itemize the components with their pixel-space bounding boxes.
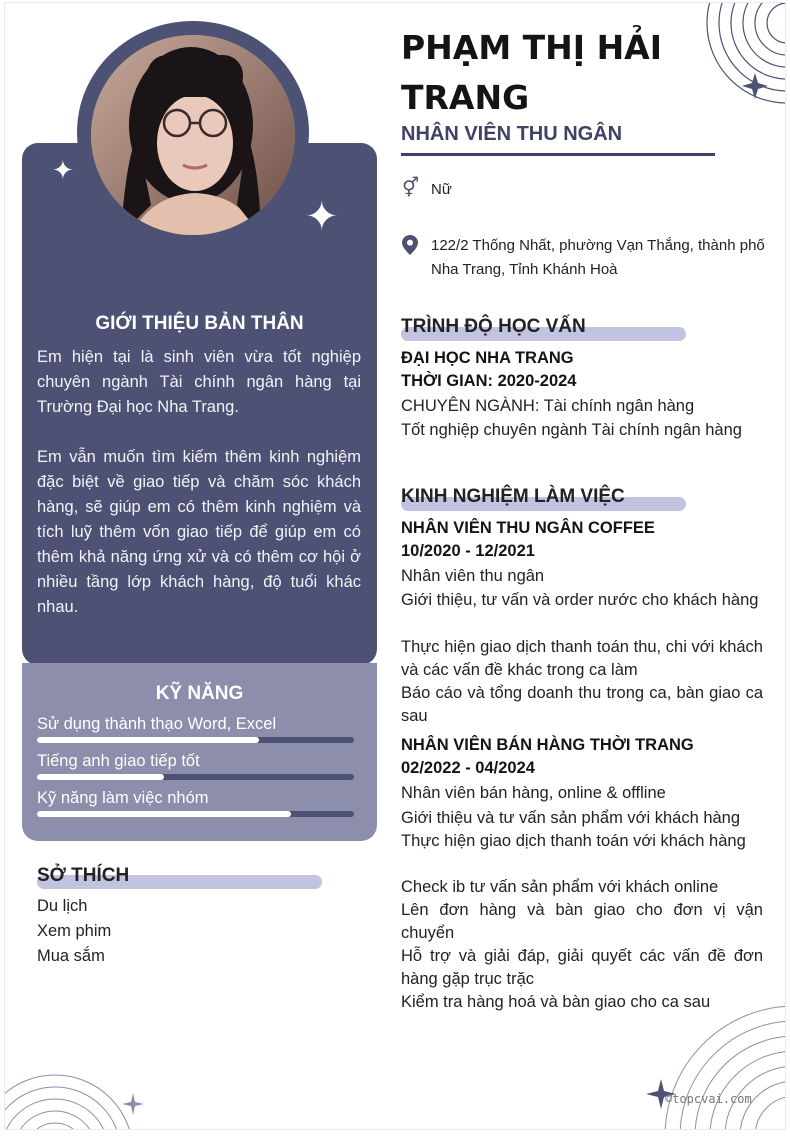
intro-text — [37, 345, 361, 620]
education-time: THỜI GIAN: 2020-2024 — [401, 372, 577, 390]
job-detail: Check ib tư vấn sản phẩm với khách online — [401, 878, 719, 896]
sparkle-icon: ✦ — [305, 195, 339, 239]
cv-page — [4, 2, 786, 1130]
skill-label: Sử dụng thành thạo Word, Excel — [37, 715, 277, 733]
location-pin-icon — [402, 235, 418, 255]
hobby-item: Xem phim — [37, 922, 112, 940]
hobby-item: Mua sắm — [37, 947, 105, 965]
skill-level — [37, 811, 291, 817]
job-detail: Lên đơn hàng và bàn giao cho đơn vị vận chuyển — [401, 901, 763, 942]
job-detail: Giới thiệu, tư vấn và order nước cho khách hàng — [401, 591, 759, 609]
skill-label: Tiếng anh giao tiếp tốt — [37, 752, 200, 770]
school-name: ĐẠI HỌC NHA TRANG — [401, 349, 574, 367]
gender-icon: ⚥ — [402, 178, 420, 199]
watermark: ©topcvai.com — [665, 1092, 752, 1106]
job-detail: Thực hiện giao dịch thanh toán thu, chi với khách và các vấn đề khác trong ca làm — [401, 638, 763, 679]
job-detail: Báo cáo và tổng doanh thu trong ca, bàn giao ca sau — [401, 684, 763, 725]
job-detail: Nhân viên bán hàng, online & offline — [401, 784, 666, 802]
skill-bar — [37, 774, 354, 780]
avatar — [91, 35, 295, 235]
job-detail: Hỗ trợ và giải đáp, giải quyết các vấn đề đơn hàng gặp trục trặc — [401, 947, 763, 988]
education-major: CHUYÊN NGÀNH: Tài chính ngân hàng — [401, 397, 695, 415]
skill-bar — [37, 737, 354, 743]
gender-text: Nữ — [431, 181, 452, 198]
decorative-rings-bottom-left — [5, 1063, 155, 1130]
address-text: 122/2 Thống Nhất, phường Vạn Thắng, thành phố Nha Trang, Tỉnh Khánh Hoà — [431, 237, 765, 278]
education-note: Tốt nghiệp chuyên ngành Tài chính ngân hàng — [401, 421, 742, 439]
job-detail: Nhân viên thu ngân — [401, 567, 545, 585]
divider — [401, 153, 715, 156]
job-title: NHÂN VIÊN BÁN HÀNG THỜI TRANG — [401, 736, 694, 754]
skill-bar — [37, 811, 354, 817]
education-title: TRÌNH ĐỘ HỌC VẤN — [401, 316, 586, 337]
skill-level — [37, 774, 164, 780]
intro-title: GIỚI THIỆU BẢN THÂN — [95, 313, 304, 334]
hobby-title: SỞ THÍCH — [37, 865, 130, 886]
job-period: 02/2022 - 04/2024 — [401, 759, 535, 777]
job-period: 10/2020 - 12/2021 — [401, 542, 535, 560]
experience-title: KINH NGHIỆM LÀM VIỆC — [401, 486, 625, 507]
intro-paragraph: Em vẫn muốn tìm kiếm thêm kinh nghiệm đặc biệt về giao tiếp và chăm sóc khách hàng, sẽ giúp em có thêm kinh nghiệm và tích luỹ thêm vốn giao tiếp để giúp em có thêm khả năng ứng xử và có thêm cơ hội ở nhiều tầng lớp khách hàng, độ tuổi khác nhau. — [37, 448, 361, 616]
candidate-name: PHẠM THỊ HẢI TRANG — [401, 28, 663, 117]
sparkle-icon: ✦ — [52, 155, 74, 185]
job-title: NHÂN VIÊN THU NGÂN COFFEE — [401, 519, 655, 537]
skill-level — [37, 737, 259, 743]
intro-paragraph: Em hiện tại là sinh viên vừa tốt nghiệp chuyên ngành Tài chính ngân hàng tại Trường Đại học Nha Trang. — [37, 348, 361, 416]
skill-label: Kỹ năng làm việc nhóm — [37, 789, 209, 807]
skills-title: KỸ NĂNG — [155, 683, 244, 704]
hobby-item: Du lịch — [37, 897, 88, 915]
job-detail: Thực hiện giao dịch thanh toán với khách hàng — [401, 832, 746, 850]
sparkle-icon — [122, 1093, 144, 1115]
job-title: NHÂN VIÊN THU NGÂN — [401, 123, 623, 145]
job-detail: Kiểm tra hàng hoá và bàn giao cho ca sau — [401, 993, 711, 1011]
job-detail: Giới thiệu và tư vấn sản phẩm với khách hàng — [401, 809, 741, 827]
